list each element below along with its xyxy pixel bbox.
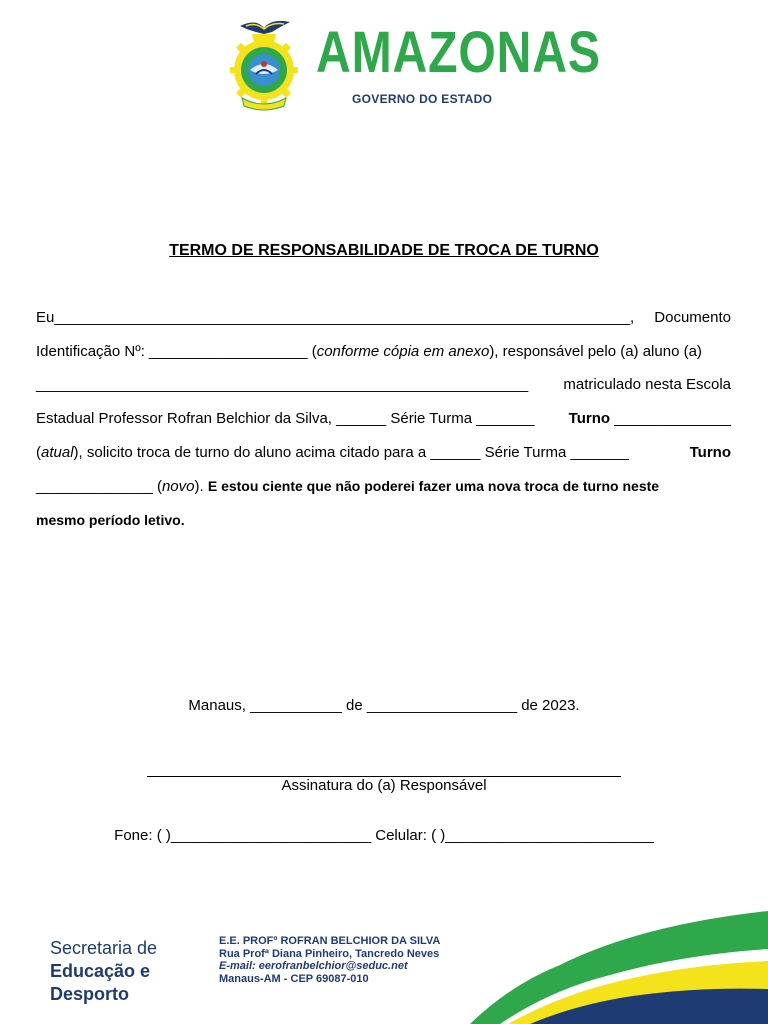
line4-turno-blank: ______________ <box>614 410 731 427</box>
line2-italic-note: conforme cópia em anexo <box>316 343 490 360</box>
line5-text-c: ), solicito troca de turno do aluno acima citado para a ______ Série Turma _______ <box>73 444 629 461</box>
line5-content <box>36 443 629 463</box>
brand-name: AMAZONAS <box>316 20 601 85</box>
line2-text-c: ), responsável pelo (a) aluno (a) <box>489 343 702 360</box>
secretaria-line-1: Secretaria de <box>50 938 158 958</box>
secretaria-logo-text <box>50 937 157 1006</box>
document-title: TERMO DE RESPONSABILIDADE DE TROCA DE TURNO <box>169 242 599 259</box>
school-name: E.E. PROFº ROFRAN BELCHIOR DA SILVA <box>219 935 441 947</box>
line4-turno-label: Turno <box>568 410 611 427</box>
line1-text: Eu_____________________________________________________________________, <box>36 309 635 326</box>
line6-bold-statement: E estou ciente que não poderei fazer uma nova troca de turno neste <box>207 478 660 494</box>
secretaria-line-3: Desporto <box>50 984 130 1004</box>
school-city: Manaus-AM - CEP 69087-010 <box>219 972 369 985</box>
line5-italic-atual: atual <box>41 444 74 461</box>
paragraph-line-1 <box>36 308 731 328</box>
line6-text-a: ______________ ( <box>36 478 162 495</box>
line1-suffix: Documento <box>654 309 731 326</box>
line6-italic-novo: novo <box>161 478 195 495</box>
line6-text-c: ). <box>194 478 204 495</box>
secretaria-line-2: Educação e <box>50 961 151 981</box>
brand-subtitle: GOVERNO DO ESTADO <box>352 92 493 106</box>
line5-text-a: ( <box>36 444 41 461</box>
school-info <box>219 935 440 985</box>
paragraph-line-4 <box>36 409 731 429</box>
line2-content <box>36 342 702 362</box>
date-line: Manaus, ___________ de __________________ de 2023. <box>188 697 580 714</box>
phone-line: Fone: ( )________________________ Celular: ( )_________________________ <box>114 827 654 844</box>
school-address: Rua Profª Diana Pinheiro, Tancredo Neves <box>219 947 440 960</box>
line3-blank: ___________________________________________________________ <box>36 376 529 393</box>
amazonas-coat-of-arms-logo <box>226 14 302 116</box>
line5-turno-label: Turno <box>689 444 731 461</box>
paragraph-line-5 <box>36 443 731 463</box>
paragraph-line-3 <box>36 375 731 395</box>
paragraph-line-2 <box>36 342 731 362</box>
paragraph-line-7: mesmo período letivo. <box>36 512 185 528</box>
line3-text: matriculado nesta Escola <box>563 376 731 393</box>
line2-text-a: Identificação Nº: ___________________ ( <box>36 343 317 360</box>
school-email: E-mail: eerofranbelchior@seduc.net <box>219 960 408 972</box>
line4-turno-group <box>569 409 731 429</box>
paragraph-line-6 <box>36 476 736 497</box>
signature-label: Assinatura do (a) Responsável <box>281 777 487 794</box>
footer-wave-decoration <box>470 905 768 1024</box>
line4-text-a: Estadual Professor Rofran Belchior da Silva, ______ Série Turma _______ <box>36 410 535 427</box>
